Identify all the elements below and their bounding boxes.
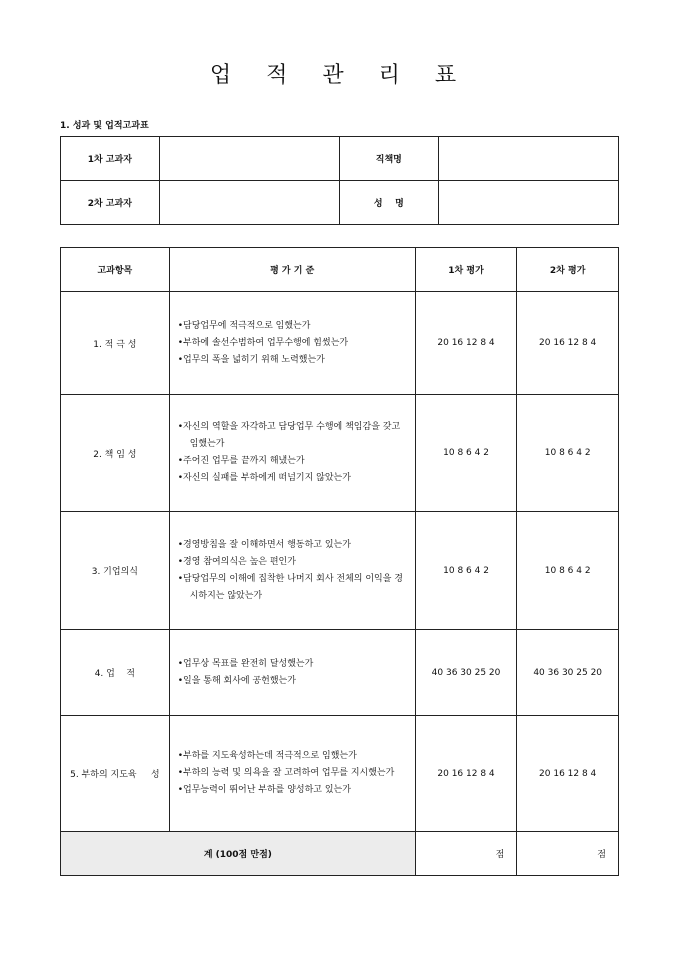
rater-info-row	[61, 137, 619, 181]
page-title: 업 적 관 리 표	[209, 63, 471, 88]
score1-options[interactable]: 10 8 6 4 2	[415, 395, 517, 512]
criteria-line: •일을 통해 회사에 공헌했는가	[177, 675, 296, 686]
item-label: 1. 적 극 성	[61, 292, 170, 395]
criteria-line: •부하를 지도육성하는데 적극적으로 임했는가	[177, 751, 357, 761]
criteria-cell	[169, 395, 415, 512]
criteria-line: •자신의 실패를 부하에게 떠넘기지 않았는가	[177, 473, 351, 483]
criteria-line: •경영방침을 잘 이해하면서 행동하고 있는가	[177, 539, 351, 550]
score1-options[interactable]: 20 16 12 8 4	[415, 292, 517, 395]
criteria-line: •주어진 업무를 끝까지 해냈는가	[177, 456, 305, 466]
table-row	[61, 395, 619, 512]
name-field[interactable]	[438, 181, 618, 225]
rater-info-row	[61, 181, 619, 225]
rater1-label: 1차 고과자	[61, 137, 160, 181]
item-label: 3. 기업의식	[61, 512, 170, 630]
header-score1: 1차 평가	[415, 248, 517, 292]
total-score2-field[interactable]: 점	[517, 832, 619, 876]
criteria-line: •부하에 솔선수범하여 업무수행에 힘썼는가	[177, 337, 349, 348]
header-item: 고과항목	[61, 248, 170, 292]
score2-options[interactable]: 10 8 6 4 2	[517, 395, 619, 512]
item-label: 4. 업 적	[61, 630, 170, 716]
score1-options[interactable]: 20 16 12 8 4	[415, 716, 517, 832]
criteria-line: •자신의 역할을 자각하고 담당업무 수행에 책임감을 갖고 임했는가	[177, 422, 401, 449]
table-row	[61, 716, 619, 832]
total-row	[61, 832, 619, 876]
criteria-cell	[169, 292, 415, 395]
rater2-label: 2차 고과자	[61, 181, 160, 225]
item-label: 5. 부하의 지도육 성	[61, 716, 170, 832]
evaluation-table	[60, 247, 619, 876]
score2-options[interactable]: 10 8 6 4 2	[517, 512, 619, 630]
criteria-line: •담당업무에 적극적으로 임했는가	[177, 320, 311, 331]
criteria-cell	[169, 630, 415, 716]
header-score2: 2차 평가	[517, 248, 619, 292]
score2-options[interactable]: 20 16 12 8 4	[517, 292, 619, 395]
name-label: 성 명	[339, 181, 438, 225]
score2-options[interactable]: 20 16 12 8 4	[517, 716, 619, 832]
rater2-field[interactable]	[159, 181, 339, 225]
table-row	[61, 292, 619, 395]
score1-options[interactable]: 10 8 6 4 2	[415, 512, 517, 630]
total-label: 계 (100점 만점)	[61, 832, 416, 876]
criteria-line: •업무의 폭을 넓히기 위해 노력했는가	[177, 354, 325, 365]
criteria-line: •부하의 능력 및 의욕을 잘 고려하여 업무를 지시했는가	[177, 768, 395, 778]
rater1-field[interactable]	[159, 137, 339, 181]
criteria-cell	[169, 512, 415, 630]
position-field[interactable]	[438, 137, 618, 181]
table-row	[61, 512, 619, 630]
position-label: 직책명	[339, 137, 438, 181]
section-heading: 1. 성과 및 업적고과표	[60, 121, 149, 131]
evaluation-header-row	[61, 248, 619, 292]
score1-options[interactable]: 40 36 30 25 20	[415, 630, 517, 716]
header-criteria: 평 가 기 준	[169, 248, 415, 292]
table-row	[61, 630, 619, 716]
criteria-line: •담당업무의 이해에 집착한 나머지 회사 전체의 이익을 경시하지는 않았는가	[177, 573, 404, 601]
rater-info-table	[60, 136, 619, 225]
criteria-line: •업무상 목표를 완전히 달성했는가	[177, 658, 314, 669]
score2-options[interactable]: 40 36 30 25 20	[517, 630, 619, 716]
criteria-line: •업무능력이 뛰어난 부하를 양성하고 있는가	[177, 785, 351, 795]
criteria-cell	[169, 716, 415, 832]
criteria-line: •경영 참여의식은 높은 편인가	[177, 556, 296, 567]
total-score1-field[interactable]: 점	[415, 832, 517, 876]
item-label: 2. 책 임 성	[61, 395, 170, 512]
